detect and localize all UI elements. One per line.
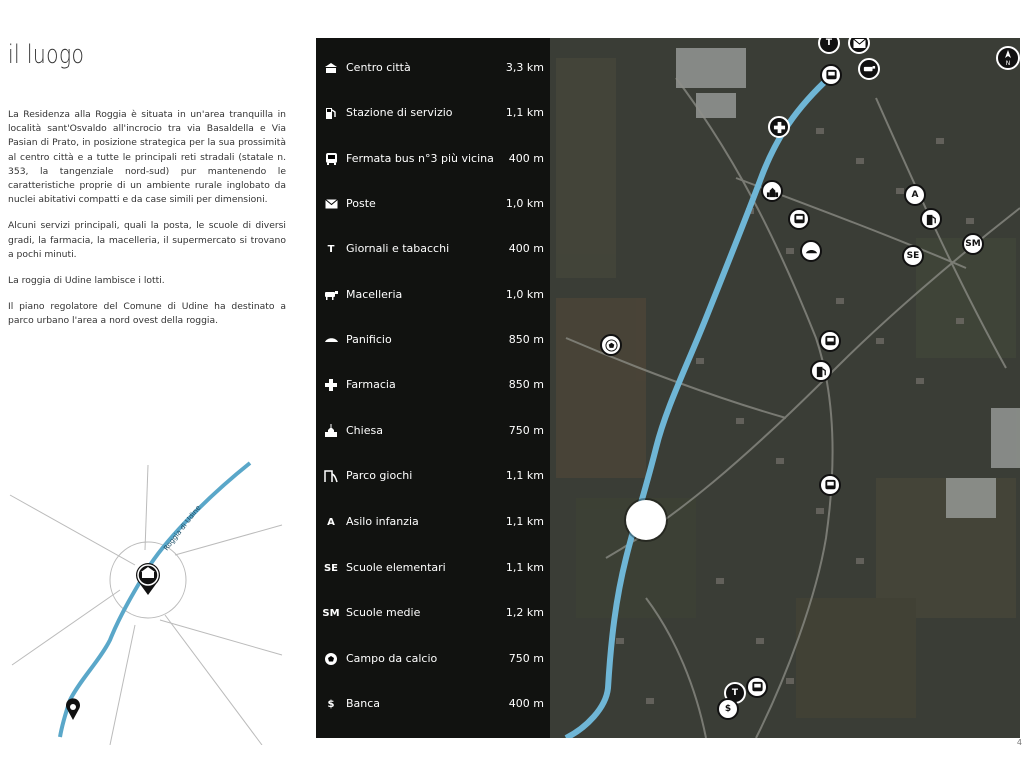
elementary-school-icon[interactable]: SE xyxy=(902,245,924,267)
legend-row xyxy=(316,240,550,260)
playground-icon xyxy=(323,468,339,484)
legend-distance: 1,2 km xyxy=(505,606,544,619)
legend-label: Poste xyxy=(346,197,376,210)
legend-row xyxy=(316,513,550,533)
paragraph: Il piano regolatore del Comune di Udine ha destinato a parco urbano l'area a nord ovest della roggia. xyxy=(8,301,286,327)
soccer-ball-icon xyxy=(323,651,339,667)
legend-distance: 1,1 km xyxy=(505,561,544,574)
cow-icon xyxy=(323,287,339,303)
legend-label: Chiesa xyxy=(346,424,383,437)
legend-row xyxy=(316,376,550,396)
paragraph: Alcuni servizi principali, quali la posta, le scuole di diversi gradi, la farmacia, la macelleria, il supermercato si trovano a pochi minuti. xyxy=(8,220,286,260)
legend-label: Banca xyxy=(346,697,381,710)
bus-icon[interactable] xyxy=(819,474,841,496)
legend-row xyxy=(316,104,550,124)
legend-row xyxy=(316,650,550,670)
building-icon xyxy=(323,60,339,76)
intro-text xyxy=(8,108,286,341)
soccer-ball-icon[interactable] xyxy=(600,334,622,356)
legend-row xyxy=(316,467,550,487)
bread-icon xyxy=(323,332,339,348)
newspaper-kiosk-icon: T xyxy=(327,243,335,255)
legend-label: Scuole medie xyxy=(346,606,421,619)
bread-icon[interactable] xyxy=(800,240,822,262)
building-pin-icon xyxy=(136,563,160,595)
kindergarten-icon[interactable]: A xyxy=(904,184,926,206)
kindergarten-icon: A xyxy=(327,516,335,528)
newspaper-kiosk-icon[interactable]: T xyxy=(818,38,840,54)
locator-map xyxy=(0,455,300,745)
elementary-school-icon: SE xyxy=(323,562,339,574)
legend-label: Asilo infanzia xyxy=(346,515,419,528)
church-icon xyxy=(323,423,339,439)
svg-text:N: N xyxy=(1005,60,1011,67)
cow-icon[interactable] xyxy=(858,58,880,80)
legend-row xyxy=(316,559,550,579)
legend-label: Farmacia xyxy=(346,378,396,391)
bus-icon xyxy=(323,151,339,167)
canal-label: Roggia di Udine xyxy=(162,503,203,553)
fuel-pump-icon xyxy=(323,105,339,121)
dollar-icon[interactable]: $ xyxy=(717,698,739,720)
legend-row xyxy=(316,59,550,79)
legend-label: Stazione di servizio xyxy=(346,106,453,119)
dollar-icon: $ xyxy=(327,698,335,710)
legend-distance: 400 m xyxy=(508,697,544,710)
fuel-pump-icon[interactable] xyxy=(920,208,942,230)
legend-distance: 850 m xyxy=(508,378,544,391)
legend-row xyxy=(316,695,550,715)
north-compass-icon xyxy=(996,46,1020,70)
locator-map-drawing xyxy=(0,455,300,745)
services-legend xyxy=(316,38,550,738)
legend-distance: 750 m xyxy=(508,652,544,665)
residence-location-marker[interactable] xyxy=(626,500,666,540)
legend-row xyxy=(316,150,550,170)
legend-label: Macelleria xyxy=(346,288,403,301)
envelope-icon xyxy=(323,196,339,212)
legend-label: Giornali e tabacchi xyxy=(346,242,450,255)
cross-icon xyxy=(323,377,339,393)
cross-icon[interactable] xyxy=(768,116,790,138)
bus-icon[interactable] xyxy=(746,676,768,698)
legend-distance: 750 m xyxy=(508,424,544,437)
bus-icon[interactable] xyxy=(788,208,810,230)
location-pin-icon xyxy=(66,698,80,720)
legend-distance: 1,0 km xyxy=(505,197,544,210)
legend-label: Campo da calcio xyxy=(346,652,438,665)
legend-label: Scuole elementari xyxy=(346,561,446,574)
bus-icon[interactable] xyxy=(819,330,841,352)
legend-distance: 400 m xyxy=(508,242,544,255)
aerial-map[interactable] xyxy=(316,38,1020,738)
legend-label: Centro città xyxy=(346,61,411,74)
legend-distance: 3,3 km xyxy=(505,61,544,74)
newspaper-kiosk-icon[interactable]: T xyxy=(724,682,746,704)
legend-distance: 850 m xyxy=(508,333,544,346)
fuel-pump-icon[interactable] xyxy=(810,360,832,382)
legend-label: Panificio xyxy=(346,333,392,346)
legend-row xyxy=(316,604,550,624)
page-title: il luogo xyxy=(8,40,85,70)
middle-school-icon: SM xyxy=(322,607,340,619)
legend-row xyxy=(316,331,550,351)
legend-distance: 400 m xyxy=(508,152,544,165)
legend-label: Parco giochi xyxy=(346,469,413,482)
page-number: 4 xyxy=(1016,738,1022,747)
legend-distance: 1,0 km xyxy=(505,288,544,301)
legend-distance: 1,1 km xyxy=(505,469,544,482)
church-icon[interactable] xyxy=(761,180,783,202)
bus-icon[interactable] xyxy=(820,64,842,86)
legend-distance: 1,1 km xyxy=(505,106,544,119)
legend-row xyxy=(316,286,550,306)
paragraph: La Residenza alla Roggia è situata in un'area tranquilla in località sant'Osvaldo all'incrocio tra via Basaldella e Via Pasian di Prato, in posizione strategica per la sua prossimità al centro città e a tutte le principali reti stradali (statale n. 353, la tangenziale nord-sud) pur mantenendo le caratteristiche proprie di un ambiente rurale inglobato da nuclei abitativi compatti e da case simili per dimensioni. xyxy=(8,109,286,206)
paragraph: La roggia di Udine lambisce i lotti. xyxy=(8,275,165,287)
legend-row xyxy=(316,195,550,215)
middle-school-icon[interactable]: SM xyxy=(962,233,984,255)
legend-row xyxy=(316,422,550,442)
legend-label: Fermata bus n°3 più vicina xyxy=(346,152,494,165)
legend-distance: 1,1 km xyxy=(505,515,544,528)
